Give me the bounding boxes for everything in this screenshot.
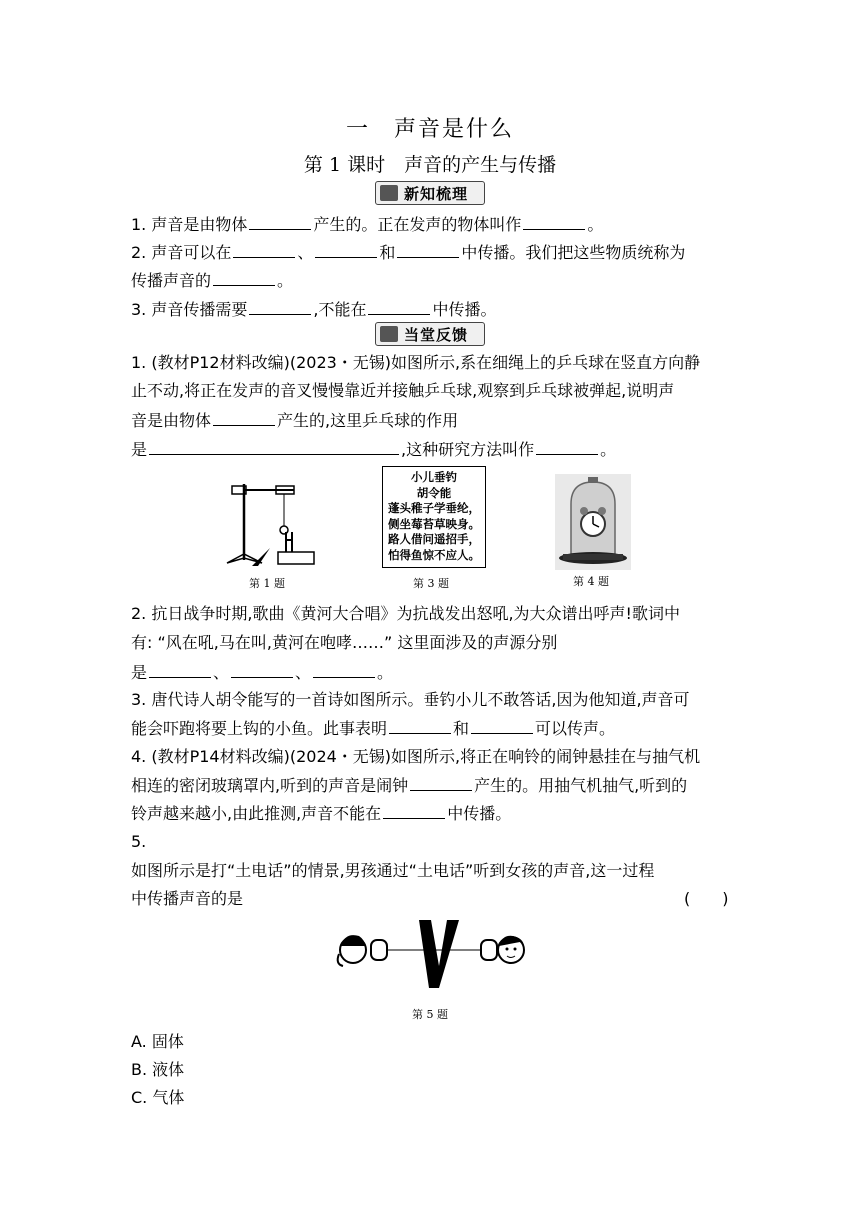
question-5-line-2: 中传播声音的是 bbox=[131, 889, 244, 908]
question-4-line-3: 铃声越来越小,由此推测,声音不能在 中传播。 bbox=[131, 801, 511, 826]
question-5-number: 5. bbox=[131, 832, 147, 851]
question-3-line-1: 3. 唐代诗人胡令能写的一首诗如图所示。垂钓小儿不敢答话,因为他知道,声音可 bbox=[131, 690, 690, 709]
page-title: 一 声音是什么 bbox=[345, 117, 514, 142]
answer-blank[interactable] bbox=[410, 773, 472, 791]
question-2-line-2: 有: “风在吼,马在叫,黄河在咆哮……” 这里面涉及的声源分别 bbox=[131, 633, 558, 652]
question-1-line-2: 止不动,将正在发声的音叉慢慢靠近并接触乒乓球,观察到乒乓球被弹起,说明声 bbox=[131, 381, 675, 400]
question-2-line-1: 2. 抗日战争时期,歌曲《黄河大合唱》为抗战发出怒吼,为大众谱出呼声!歌词中 bbox=[131, 604, 680, 623]
poem-line: 怕得鱼惊不应人。 bbox=[388, 547, 480, 562]
poem-author: 胡令能 bbox=[416, 485, 452, 500]
section-label: 当堂反馈 bbox=[404, 325, 469, 344]
section-label: 新知梳理 bbox=[404, 184, 469, 203]
tuning-fork-figure bbox=[222, 478, 322, 570]
question-4-line-2: 相连的密闭玻璃罩内,听到的声音是闹钟 产生的。用抽气机抽气,听到的 bbox=[131, 773, 687, 798]
figure-1-caption: 第 1 题 bbox=[249, 577, 285, 590]
answer-blank[interactable] bbox=[249, 297, 311, 315]
answer-blank[interactable] bbox=[383, 801, 445, 819]
knowledge-item-3: 3. 声音传播需要 ,不能在 中传播。 bbox=[131, 297, 496, 322]
question-3-line-2: 能会吓跑将要上钩的小鱼。此事表明 和 可以传声。 bbox=[131, 716, 615, 741]
knowledge-item-2: 2. 声音可以在 、 和 中传播。我们把这些物质统称为 bbox=[131, 240, 685, 265]
figure-3-caption: 第 3 题 bbox=[413, 577, 449, 590]
poem-line: 路人借问遥招手， bbox=[388, 532, 480, 546]
answer-blank[interactable] bbox=[213, 408, 275, 426]
answer-blank[interactable] bbox=[536, 437, 598, 455]
poem-line: 蓬头稚子学垂纶， bbox=[388, 501, 480, 515]
question-1-line-4: 是 ,这种研究方法叫作 。 bbox=[131, 437, 616, 462]
answer-blank[interactable] bbox=[315, 240, 377, 258]
option-a[interactable]: A. 固体 bbox=[131, 1032, 184, 1051]
answer-blank[interactable] bbox=[149, 437, 399, 455]
book-icon bbox=[380, 185, 398, 201]
section-banner-feedback bbox=[375, 322, 485, 346]
answer-blank[interactable] bbox=[523, 212, 585, 230]
bell-jar-figure bbox=[555, 474, 631, 570]
figure-4-caption: 第 4 题 bbox=[573, 575, 609, 588]
figure-5-caption: 第 5 题 bbox=[412, 1008, 448, 1021]
answer-blank[interactable] bbox=[149, 660, 211, 678]
answer-parentheses[interactable]: ( ) bbox=[684, 889, 729, 908]
string-telephone-figure bbox=[335, 916, 529, 990]
answer-blank[interactable] bbox=[313, 660, 375, 678]
question-4-line-1: 4. (教材P14材料改编)(2024・无锡)如图所示,将正在响铃的闹钟悬挂在与抽气机 bbox=[131, 747, 701, 766]
answer-blank[interactable] bbox=[471, 716, 533, 734]
poem-figure bbox=[382, 466, 486, 568]
question-5-line-1: 如图所示是打“土电话”的情景,男孩通过“土电话”听到女孩的声音,这一过程 bbox=[131, 861, 655, 880]
answer-blank[interactable] bbox=[368, 297, 430, 315]
question-1-line-3: 音是由物体 产生的,这里乒乓球的作用 bbox=[131, 408, 458, 433]
lesson-subtitle: 第 1 课时 声音的产生与传播 bbox=[303, 154, 557, 176]
answer-blank[interactable] bbox=[249, 212, 311, 230]
option-b[interactable]: B. 液体 bbox=[131, 1060, 185, 1079]
knowledge-item-1: 1. 声音是由物体 产生的。正在发声的物体叫作 。 bbox=[131, 212, 603, 237]
poem-title: 小儿垂钓 bbox=[411, 470, 457, 484]
answer-blank[interactable] bbox=[213, 268, 275, 286]
knowledge-item-2-cont: 传播声音的 。 bbox=[131, 268, 293, 293]
section-banner-knowledge bbox=[375, 181, 485, 205]
poem-line: 侧坐莓苔草映身。 bbox=[388, 516, 480, 531]
leaf-icon bbox=[380, 326, 398, 342]
question-1-line-1: 1. (教材P12材料改编)(2023・无锡)如图所示,系在细绳上的乒乓球在竖直方向静 bbox=[131, 353, 701, 372]
answer-blank[interactable] bbox=[233, 240, 295, 258]
answer-blank[interactable] bbox=[397, 240, 459, 258]
question-2-line-3: 是 、 、 。 bbox=[131, 660, 393, 685]
answer-blank[interactable] bbox=[231, 660, 293, 678]
answer-blank[interactable] bbox=[389, 716, 451, 734]
option-c[interactable]: C. 气体 bbox=[131, 1088, 185, 1107]
